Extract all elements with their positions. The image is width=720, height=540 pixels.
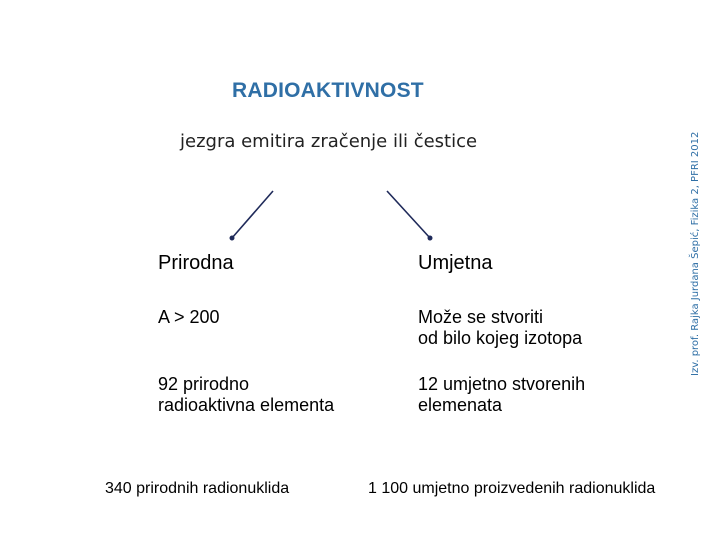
artificial-creation-line1: Može se stvoriti: [418, 307, 544, 327]
natural-elements-line2: radioaktivna elementa: [158, 395, 335, 415]
natural-mass-text: A > 200: [158, 307, 220, 327]
author-credit: Izv. prof. Rajka Jurdana Šepić, Fizika 2, PFRI 2012: [690, 131, 701, 376]
natural-radionuclides: 340 prirodnih radionuklida: [105, 480, 290, 497]
natural-heading: Prirodna: [158, 252, 234, 274]
natural-mass-condition: [158, 307, 220, 328]
slide-title: RADIOAKTIVNOST: [232, 79, 424, 102]
artificial-elements-count: [418, 374, 585, 416]
artificial-creation-note: [418, 307, 582, 349]
artificial-heading: Umjetna: [418, 252, 493, 274]
natural-elements-line1: 92 prirodno: [158, 374, 250, 394]
arrow-left: [232, 191, 273, 238]
artificial-radionuclides: 1 100 umjetno proizvedenih radionuklida: [368, 480, 656, 497]
arrow-right: [387, 191, 430, 238]
natural-elements-count: [158, 374, 334, 416]
artificial-elements-line1: 12 umjetno stvorenih: [418, 374, 586, 394]
artificial-creation-line2: od bilo kojeg izotopa: [418, 328, 583, 348]
artificial-elements-line2: elemenata: [418, 395, 503, 415]
slide-subtitle: jezgra emitira zračenje ili čestice: [180, 131, 478, 152]
